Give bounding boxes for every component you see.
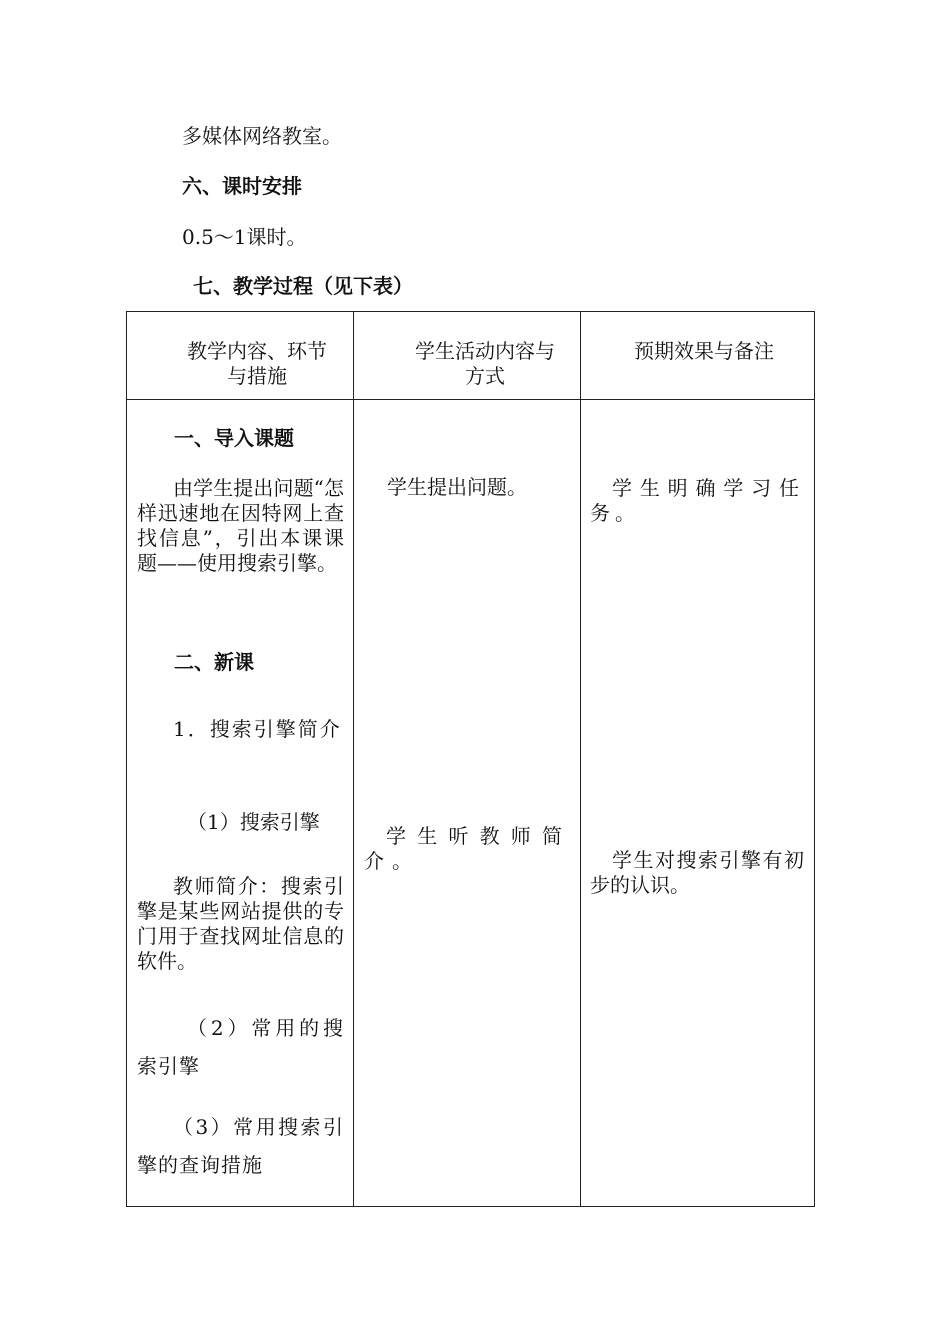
activity-raise-question: 学生提出问题。 bbox=[387, 475, 527, 499]
hours-text: 0.5～1课时。 bbox=[182, 225, 307, 249]
teaching-process-table bbox=[126, 311, 815, 1207]
item-search-engine-intro: 1．搜索引擎简介 bbox=[173, 717, 342, 741]
item-common-engines: （2）常用的搜索引擎 bbox=[137, 1016, 344, 1078]
classroom-text: 多媒体网络教室。 bbox=[182, 124, 342, 148]
heading-new-lesson: 二、新课 bbox=[174, 650, 254, 674]
header-col3: 预期效果与备注 bbox=[634, 339, 774, 363]
header-col2: 学生活动内容与 方式 bbox=[415, 339, 555, 388]
activity-listen: 学生听教师简介。 bbox=[364, 824, 570, 873]
intro-paragraph: 由学生提出问题“怎样迅速地在因特网上查找信息”，引出本课课题——使用搜索引擎。 bbox=[137, 476, 344, 575]
effect-clear-task: 学生明确学习任务。 bbox=[590, 476, 804, 525]
column-divider bbox=[580, 312, 581, 1206]
effect-initial-understanding: 学生对搜索引擎有初步的认识。 bbox=[590, 848, 804, 897]
header-col1: 教学内容、环节 与措施 bbox=[187, 339, 327, 388]
section7-heading: 七、教学过程（见下表） bbox=[193, 274, 413, 298]
teacher-intro-paragraph: 教师简介：搜索引擎是某些网站提供的专门用于查找网址信息的软件。 bbox=[137, 874, 344, 973]
item-query-methods: （3）常用搜索引擎的查询措施 bbox=[137, 1115, 344, 1177]
heading-intro: 一、导入课题 bbox=[174, 426, 294, 450]
item-search-engine: （1）搜索引擎 bbox=[187, 810, 320, 834]
column-divider bbox=[353, 312, 354, 1206]
header-divider bbox=[127, 399, 814, 400]
section6-heading: 六、课时安排 bbox=[182, 174, 302, 198]
